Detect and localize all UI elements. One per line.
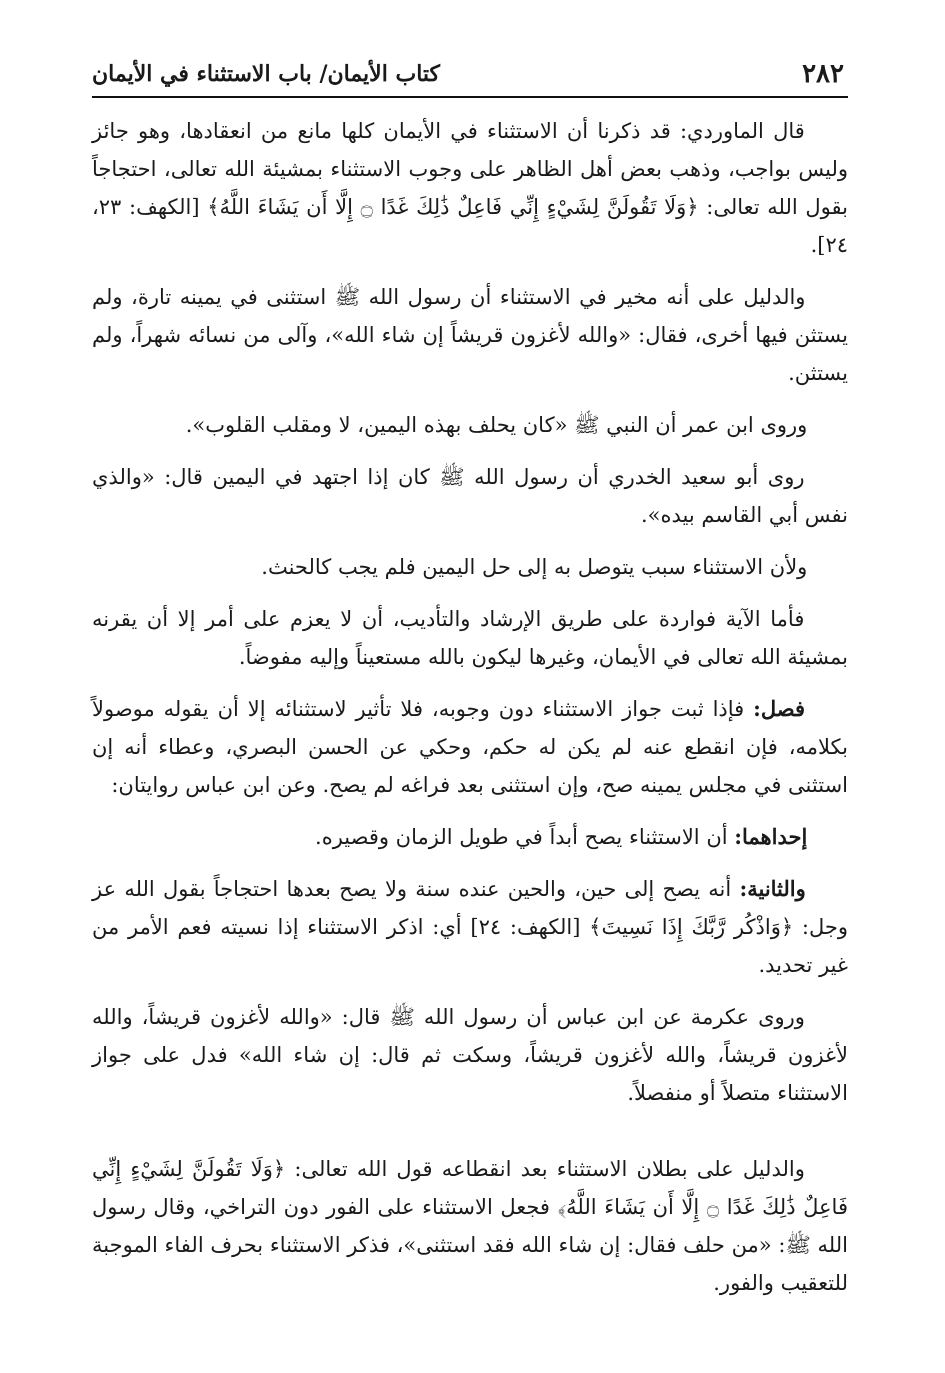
paragraph-verse-meaning <box>92 600 848 676</box>
page-number: ٢٨٢ <box>802 59 844 89</box>
paragraph-text: أن الاستثناء يصح أبداً في طويل الزمان وقصيره. <box>315 825 728 849</box>
paragraph-text: أنه يصح إلى حين، والحين عنده سنة ولا يصح بعدها احتجاجاً بقول الله عز وجل: ﴿وَاذْكُر رَّبَّكَ إِذَا نَسِيتَ﴾ [الكهف: ٢٤] أي: اذكر الاستثناء إذا نسيته فعم الأمر من غير تحديد. <box>92 877 848 977</box>
paragraph-text: وروى عكرمة عن ابن عباس أن رسول الله ﷺ قال: «والله لأغزون قريشاً، والله لأغزون قريشاً، والله لأغزون قريشاً، وسكت ثم قال: إن شاء الله» فدل على جواز الاستثناء متصلاً أو منفصلاً. <box>92 1005 848 1105</box>
page-body <box>92 112 848 1302</box>
paragraph-text: فإذا ثبت جواز الاستثناء دون وجوبه، فلا تأثير لاستثنائه إلا أن يقوله موصولاً بكلامه، فإن انقطع عنه لم يكن له حكم، وحكي عن الحسن البصري، وعطاء أنه إن استثنى في مجلس يمينه صح، وإن استثنى بعد فراغه لم يصح. وعن ابن عباس روايتان: <box>92 697 848 797</box>
paragraph-text: وروى ابن عمر أن النبي ﷺ «كان يحلف بهذه اليمين، لا ومقلب القلوب». <box>185 413 808 437</box>
paragraph-text: والدليل على أنه مخير في الاستثناء أن رسول الله ﷺ استثنى في يمينه تارة، ولم يستثن فيها أخرى، فقال: «والله لأغزون قريشاً إن شاء الله»، وآلى من نسائه شهراً، ولم يستثن. <box>92 285 848 385</box>
paragraph-hinth <box>92 548 848 586</box>
paragraph-text: ولأن الاستثناء سبب يتوصل به إلى حل اليمين فلم يجب كالحنث. <box>261 555 808 579</box>
section-lead: فصل: <box>753 696 806 721</box>
section-lead: والثانية: <box>739 876 806 901</box>
paragraph-text: والدليل على بطلان الاستثناء بعد انقطاعه قول الله تعالى: ﴿وَلَا تَقُولَنَّ لِشَيْءٍ إِنِّي فَاعِلٌ ذَٰلِكَ غَدًا ۝ إِلَّا أَن يَشَاءَ اللَّهُ﴾ فجعل الاستثناء على الفور دون التراخي، وقال رسول الله ﷺ: «من حلف فقال: إن شاء الله فقد استثنى»، فذكر الاستثناء بحرف الفاء الموجبة للتعقيب والفور. <box>92 1157 848 1295</box>
paragraph-first-narration <box>92 818 848 856</box>
running-title: كتاب الأيمان/ باب الاستثناء في الأيمان <box>92 61 441 87</box>
paragraph-mawardi-intro <box>92 112 848 264</box>
section-lead: إحداهما: <box>734 824 808 849</box>
paragraph-text: فأما الآية فواردة على طريق الإرشاد والتأديب، أن لا يعزم على أمر إلا أن يقرنه بمشيئة الله تعالى في الأيمان، وغيرها ليكون بالله مستعيناً وإليه مفوضاً. <box>92 607 848 669</box>
paragraph-text: قال الماوردي: قد ذكرنا أن الاستثناء في الأيمان كلها مانع من انعقادها، وهو جائز وليس بواجب، وذهب بعض أهل الظاهر على وجوب الاستثناء بمشيئة الله تعالى، احتجاجاً بقول الله تعالى: ﴿وَلَا تَقُولَنَّ لِشَيْءٍ إِنِّي فَاعِلٌ ذَٰلِكَ غَدًا ۝ إِلَّا أَن يَشَاءَ اللَّهُ﴾ [الكهف: ٢٣، ٢٤]. <box>92 119 848 257</box>
paragraph-evidence-choice <box>92 278 848 392</box>
paragraph-second-narration <box>92 870 848 984</box>
paragraph-fasl <box>92 690 848 804</box>
paragraph-text: روى أبو سعيد الخدري أن رسول الله ﷺ كان إذا اجتهد في اليمين قال: «والذي نفس أبي القاسم بيده». <box>92 465 848 527</box>
book-page <box>92 52 848 1352</box>
paragraph-ibn-umar <box>92 406 848 444</box>
paragraph-abu-said <box>92 458 848 534</box>
page-header <box>92 52 848 98</box>
paragraph-ikrima <box>92 998 848 1112</box>
paragraph-invalidity <box>92 1150 848 1302</box>
